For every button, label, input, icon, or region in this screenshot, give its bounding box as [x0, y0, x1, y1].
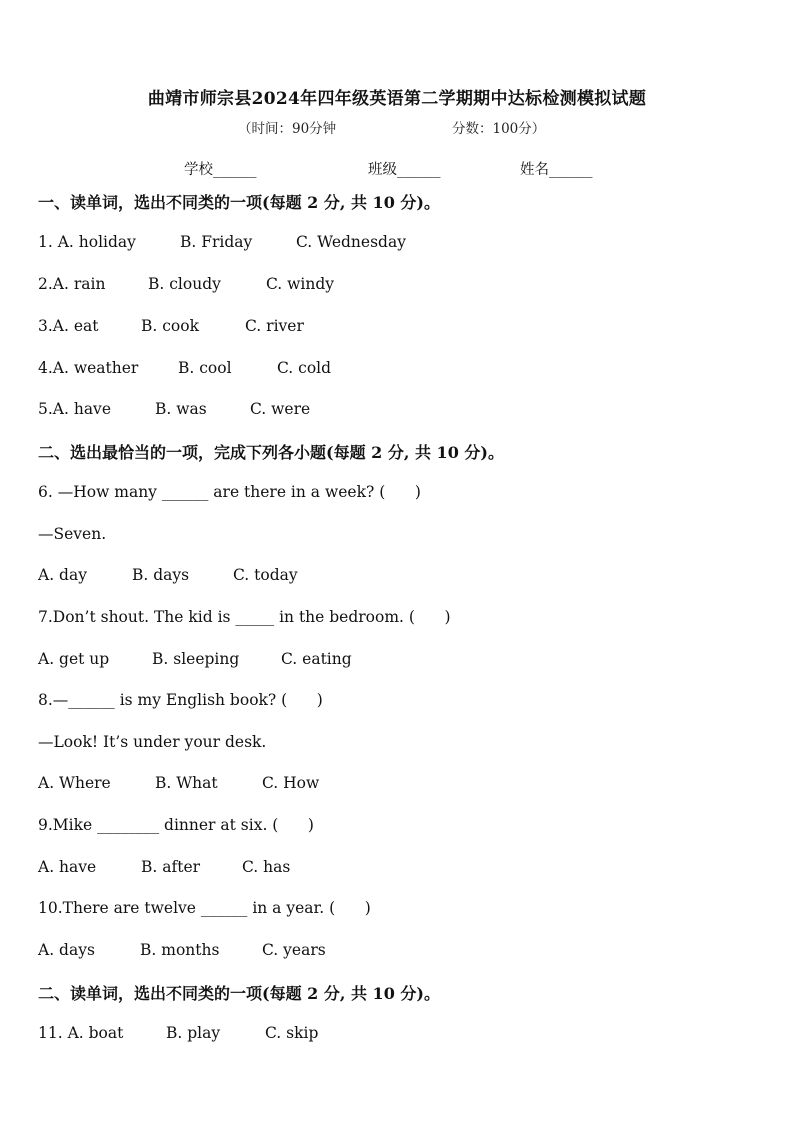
option-a: A. get up	[38, 650, 110, 668]
option-a: 1. A. holiday	[38, 233, 136, 251]
option-a: A. have	[38, 858, 97, 876]
option-c: C. Wednesday	[296, 233, 406, 251]
option-c: C. today	[233, 566, 298, 584]
option-a: A. days	[38, 941, 95, 959]
option-c: C. skip	[265, 1024, 319, 1042]
exam-time: （时间：90分钟	[238, 121, 337, 137]
option-a: A. day	[38, 566, 87, 584]
class-field: 班级______	[368, 162, 441, 178]
question-stem: 9.Mike ________ dinner at six. ( )	[38, 816, 314, 834]
option-c: C. were	[250, 400, 311, 418]
section-heading-2: 二、选出最恰当的一项，完成下列各小题(每题 2 分, 共 10 分)。	[38, 443, 504, 462]
option-b: B. cloudy	[148, 275, 221, 293]
option-c: C. years	[262, 941, 326, 959]
option-b: B. was	[155, 400, 207, 418]
option-a: 5.A. have	[38, 400, 111, 418]
exam-score: 分数：100分）	[452, 121, 546, 137]
question-answer-line: —Look! It’s under your desk.	[38, 733, 267, 751]
option-b: B. What	[155, 774, 218, 792]
question-stem: 10.There are twelve ______ in a year. ( )	[38, 899, 371, 917]
option-a: 3.A. eat	[38, 317, 99, 335]
option-c: C. windy	[266, 275, 335, 293]
option-c: C. eating	[281, 650, 352, 668]
question-answer-line: —Seven.	[38, 525, 107, 543]
option-b: B. play	[166, 1024, 221, 1042]
option-c: C. How	[262, 774, 320, 792]
option-a: A. Where	[38, 774, 111, 792]
option-c: C. has	[242, 858, 291, 876]
option-b: B. cool	[178, 359, 232, 377]
option-c: C. cold	[277, 359, 332, 377]
school-field: 学校______	[184, 162, 257, 178]
page-title: 曲靖市师宗县2024年四年级英语第二学期期中达标检测模拟试题	[147, 89, 647, 109]
option-a: 2.A. rain	[38, 275, 106, 293]
option-a: 4.A. weather	[38, 359, 139, 377]
name-field: 姓名______	[520, 162, 593, 178]
option-a: 11. A. boat	[38, 1024, 124, 1042]
option-b: B. months	[140, 941, 220, 959]
question-stem: 6. —How many ______ are there in a week? ( )	[38, 483, 421, 501]
option-b: B. Friday	[180, 233, 253, 251]
question-stem: 8.—______ is my English book? ( )	[38, 691, 323, 709]
option-b: B. cook	[141, 317, 199, 335]
section-heading-1: 一、读单词，选出不同类的一项(每题 2 分, 共 10 分)。	[38, 193, 440, 212]
option-c: C. river	[245, 317, 304, 335]
question-stem: 7.Don’t shout. The kid is _____ in the bedroom. ( )	[38, 608, 451, 626]
option-b: B. after	[141, 858, 201, 876]
section-heading-3: 二、读单词，选出不同类的一项(每题 2 分, 共 10 分)。	[38, 984, 440, 1003]
option-b: B. sleeping	[152, 650, 240, 668]
option-b: B. days	[132, 566, 190, 584]
